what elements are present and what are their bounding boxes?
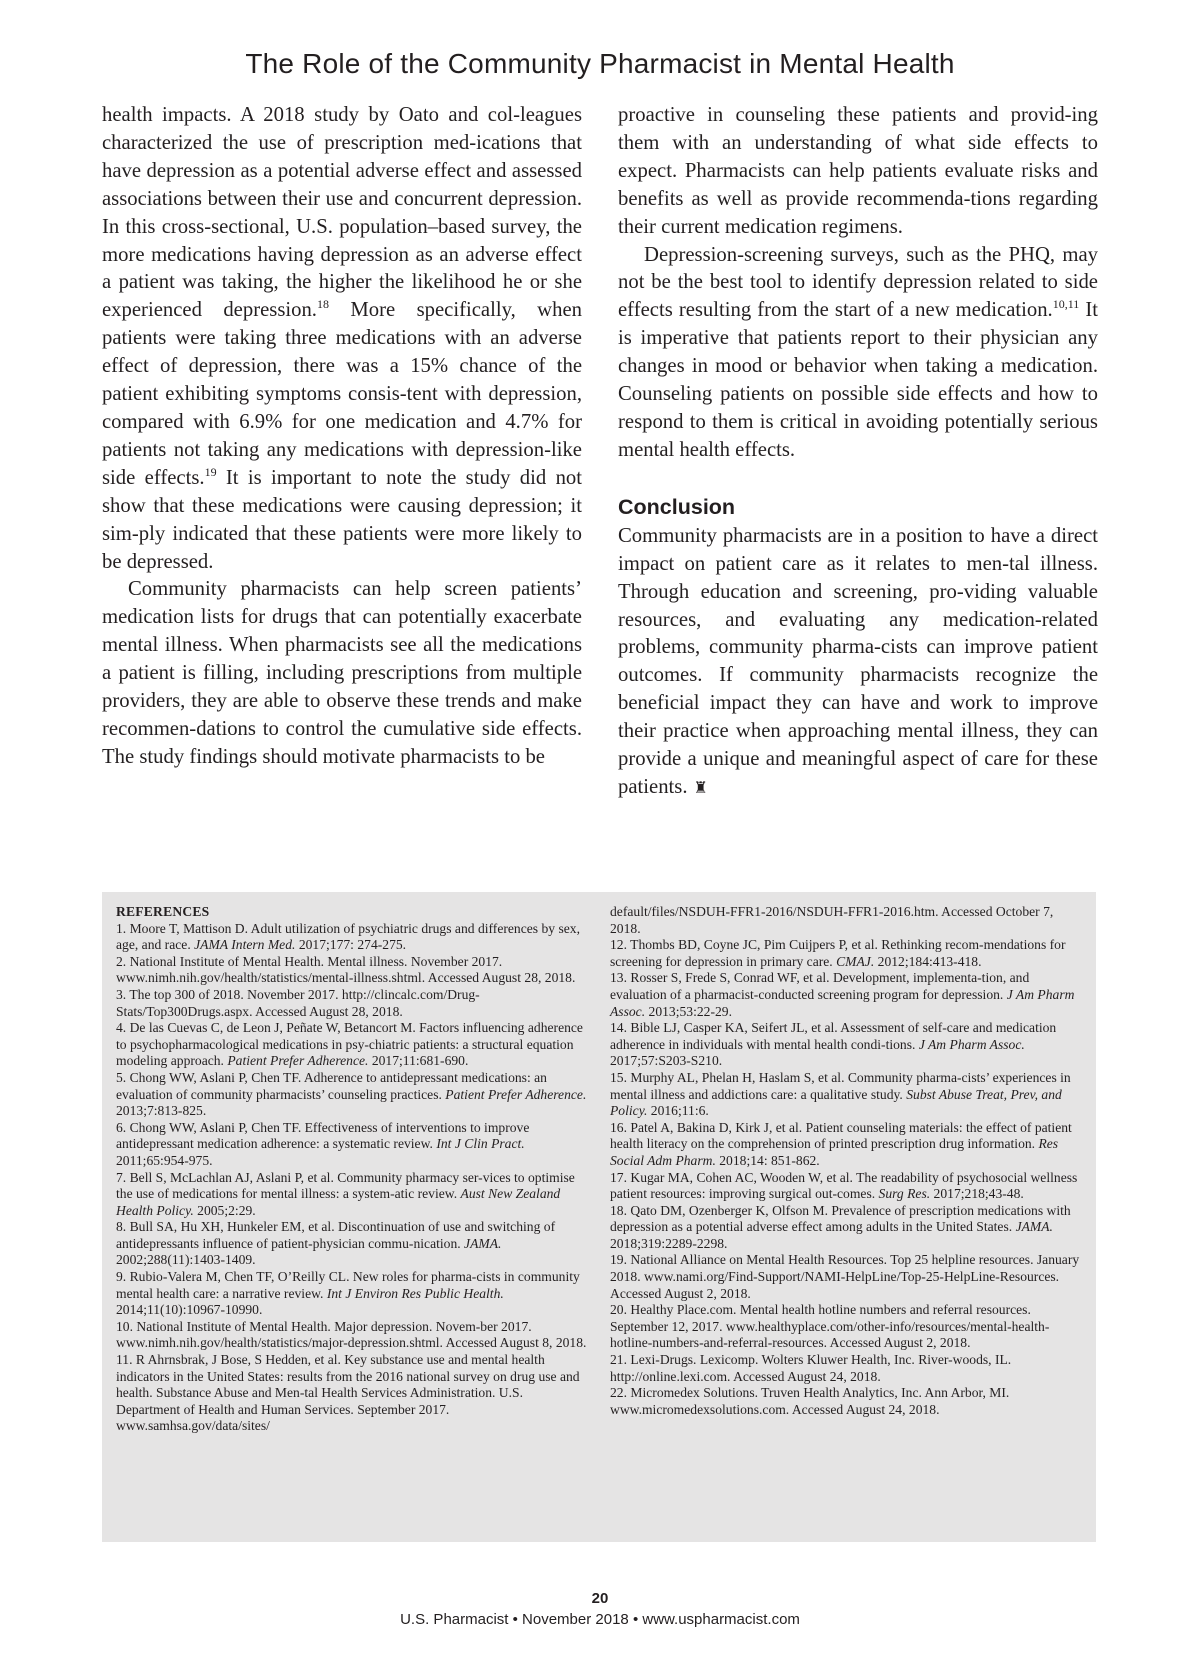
reference-entry: 1. Moore T, Mattison D. Adult utilization of psychiatric drugs and differences by sex, age, and race. JAMA Intern Med. 2017;177: 274-275. <box>116 920 580 953</box>
reference-entry: 5. Chong WW, Aslani P, Chen TF. Adherence to antidepressant medications: an evaluation of community pharmacists’ counseling practices. Patient Prefer Adherence. 2013;7:813-825. <box>116 1069 587 1119</box>
reference-entry: 18. Qato DM, Ozenberger K, Olfson M. Prevalence of prescription medications with depression as a potential adverse effect among adults in the United States. JAMA. 2018;319:2289-2298. <box>610 1202 1071 1251</box>
reference-entry: 16. Patel A, Bakina D, Kirk J, et al. Patient counseling materials: the effect of patient health literacy on the comprehension of printed prescription drug information. Res Social Adm Pharm. 2018;14: 851-862. <box>610 1119 1072 1168</box>
conclusion-paragraph: Community pharmacists are in a position to have a direct impact on patient care as it relates to men-tal illness. Through education and screening, pro-viding valuable resources, and evaluating any medication-related problems, community pharma-cists can improve patient outcomes. If community pharmacists recognize the beneficial impact they can have and work to improve their practice when approaching mental illness, they can provide a unique and meaningful aspect of care for these patients. ♜ <box>618 524 1098 798</box>
reference-entry: default/files/NSDUH-FFR1-2016/NSDUH-FFR1-2016.htm. Accessed October 7, 2018. <box>610 904 1054 936</box>
reference-entry: 15. Murphy AL, Phelan H, Haslam S, et al. Community pharma-cists’ experiences in mental illness and addictions care: a qualitative study. Subst Abuse Treat, Prev, and Policy. 2016;11:6. <box>610 1069 1071 1119</box>
reference-entry: 10. National Institute of Mental Health. Major depression. Novem-ber 2017. www.nimh.nih.gov/health/statistics/major-depression.shtml. Accessed August 8, 2018. <box>116 1318 587 1351</box>
references-column-right <box>610 904 1084 1418</box>
reference-entry: 6. Chong WW, Aslani P, Chen TF. Effectiveness of interventions to improve antidepressant medication adherence: a systematic review. Int J Clin Pract. 2011;65:954-975. <box>116 1119 530 1168</box>
reference-entry: 12. Thombs BD, Coyne JC, Pim Cuijpers P, et al. Rethinking recom-mendations for screening for depression in primary care. CMAJ. 2012;184:413-418. <box>610 937 1066 969</box>
references-list-right <box>610 904 1084 1418</box>
reference-entry: 21. Lexi-Drugs. Lexicomp. Wolters Kluwer Health, Inc. River-woods, IL. http://online.lexi.com. Accessed August 24, 2018. <box>610 1352 1012 1384</box>
end-mark-icon: ♜ <box>693 779 708 797</box>
body-paragraph: Community pharmacists can help screen patients’ medication lists for drugs that can potentially exacerbate mental illness. When pharmacists see all the medications a patient is filling, including prescriptions from multiple providers, they are able to observe these trends and make recommen-dations to control the cumulative side effects. The study findings should motivate pharmacists to be <box>102 578 582 768</box>
body-paragraph: health impacts. A 2018 study by Oato and col-leagues characterized the use of prescription med-ications that have depression as a potential adverse effect and assessed associations between their use and concurrent depression. In this cross-sectional, U.S. population–based survey, the more medications having depression as an adverse effect a patient was taking, the higher the likelihood he or she experienced depression.$^{18}$ More specifically, when patients were taking three medications with an adverse effect of depression, there was a 15% chance of the patient exhibiting symptoms consis-tent with depression, compared with 6.9% for one medication and 4.7% for patients not taking any medications with depression-like side effects.$^{19}$ It is important to note the study did not show that these medications were causing depression; it sim-ply indicated that these patients were more likely to be depressed. <box>102 104 583 573</box>
references-list-left <box>116 921 590 1435</box>
body-paragraph: proactive in counseling these patients and provid-ing them with an understanding of what side effects to expect. Pharmacists can help patients evaluate risks and benefits as well as provide recommenda-tions regarding their current medication regimens. <box>618 104 1098 238</box>
reference-entry: 4. De las Cuevas C, de Leon J, Peñate W, Betancort M. Factors influencing adherence to psychopharmacological medications in psy-chiatric patients: a structural equation modeling approach. Patient Prefer Adherence. 2017;11:681-690. <box>116 1020 583 1069</box>
footer-publication-line: U.S. Pharmacist • November 2018 • www.uspharmacist.com <box>400 1611 800 1628</box>
reference-entry: 17. Kugar MA, Cohen AC, Wooden W, et al. The readability of psychosocial wellness patient resources: improving surgical out-comes. Surg Res. 2017;218;43-48. <box>610 1169 1078 1202</box>
body-paragraph: Depression-screening surveys, such as the PHQ, may not be the best tool to identify depression related to side effects resulting from the start of a new medication.$^{10,11}$ It is imperative that patients report to their physician any changes in mood or behavior when taking a medication. Counseling patients on possible side effects and how to respond to them is critical in avoiding potentially serious mental health effects. <box>618 243 1098 461</box>
running-head-title: The Role of the Community Pharmacist in Mental Health <box>245 48 955 79</box>
reference-entry: 11. R Ahrnsbrak, J Bose, S Hedden, et al. Key substance use and mental health indicators in the United States: results from the 2016 national survey on drug use and health. Substance Abuse and Men-tal Health Services Administration. U.S. Department of Health and Human Services. September 2017. www.samhsa.gov/data/sites/ <box>116 1352 580 1434</box>
body-column-left <box>102 102 582 772</box>
reference-entry: 22. Micromedex Solutions. Truven Health Analytics, Inc. Ann Arbor, MI. www.micromedexsolutions.com. Accessed August 24, 2018. <box>610 1385 1010 1417</box>
reference-entry: 13. Rosser S, Frede S, Conrad WF, et al. Development, implementa-tion, and evaluation of a pharmacist-conducted screening program for depression. J Am Pharm Assoc. 2013;53:22-29. <box>610 970 1075 1019</box>
references-column-left <box>116 904 590 1435</box>
reference-entry: 2. National Institute of Mental Health. Mental illness. November 2017. www.nimh.nih.gov/health/statistics/mental-illness.shtml. Accessed August 28, 2018. <box>116 953 576 986</box>
citation-superscript: 19 <box>204 464 217 479</box>
reference-entry: 9. Rubio-Valera M, Chen TF, O’Reilly CL. New roles for pharma-cists in community mental health care: a narrative review. Int J Environ Res Public Health. 2014;11(10):10967-10990. <box>116 1269 580 1318</box>
page-number: 20 <box>591 1590 609 1607</box>
reference-entry: 14. Bible LJ, Casper KA, Seifert JL, et al. Assessment of self-care and medication adherence in individuals with mental health condi-tions. J Am Pharm Assoc. 2017;57:S203-S210. <box>610 1020 1057 1069</box>
reference-entry: 20. Healthy Place.com. Mental health hotline numbers and referral resources. September 12, 2017. www.healthyplace.com/other-info/resources/mental-health-hotline-numbers-and-referral-resources. Accessed August 2, 2018. <box>610 1302 1050 1351</box>
citation-superscript: 10,11 <box>1052 297 1080 312</box>
reference-entry: 3. The top 300 of 2018. November 2017. http://clincalc.com/Drug-Stats/Top300Drugs.aspx. Accessed August 28, 2018. <box>116 986 480 1019</box>
reference-entry: 7. Bell S, McLachlan AJ, Aslani P, et al. Community pharmacy ser-vices to optimise the use of medications for mental illness: a system-atic review. Aust New Zealand Health Policy. 2005;2:29. <box>116 1169 575 1218</box>
reference-entry: 8. Bull SA, Hu XH, Hunkeler EM, et al. Discontinuation of use and switching of antidepressants influence of patient-physician commu-nication. JAMA. 2002;288(11):1403-1409. <box>116 1219 556 1268</box>
reference-entry: 19. National Alliance on Mental Health Resources. Top 25 helpline resources. January 2018. www.nami.org/Find-Support/NAMI-HelpLine/Top-25-HelpLine-Resources. Accessed August 2, 2018. <box>610 1252 1080 1301</box>
references-title: REFERENCES <box>116 904 210 919</box>
section-heading-conclusion: Conclusion <box>618 494 736 519</box>
citation-superscript: 18 <box>316 297 329 312</box>
references-box <box>102 892 1096 1542</box>
body-column-right <box>618 102 1098 803</box>
